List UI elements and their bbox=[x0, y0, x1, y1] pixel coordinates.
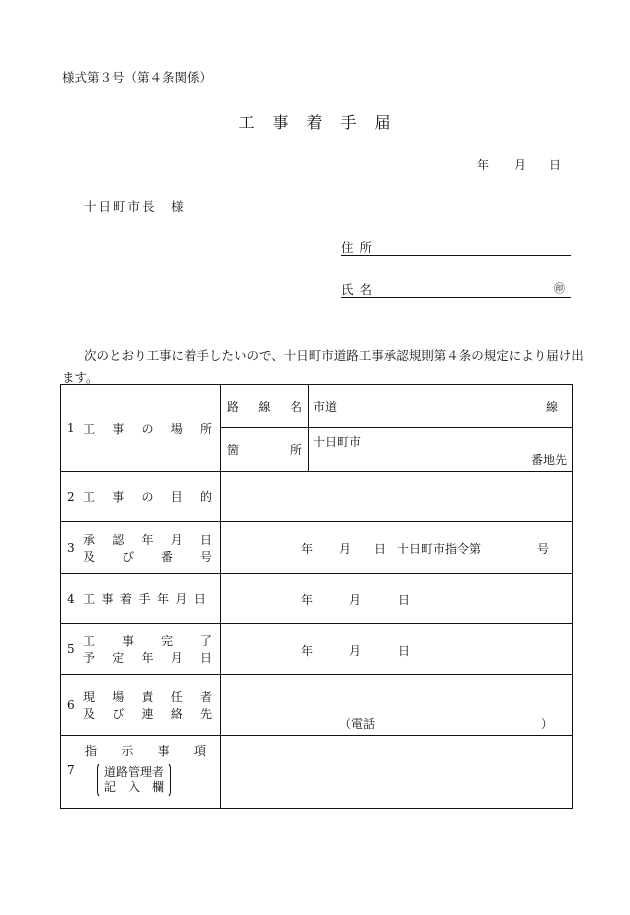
row5-label-char: 日 bbox=[199, 651, 212, 665]
addressee: 十日町市長 様 bbox=[84, 199, 186, 214]
purpose-value-cell[interactable] bbox=[221, 472, 573, 522]
address-label: 住所 bbox=[341, 239, 379, 255]
place-label-char: 所 bbox=[289, 443, 302, 457]
document-title: 工 事 着 手 届 bbox=[238, 113, 392, 132]
table-row bbox=[61, 522, 573, 574]
row7-label-cell bbox=[61, 736, 221, 809]
row4-number: 4 bbox=[67, 591, 75, 606]
row1-label-char: 工 bbox=[83, 421, 96, 436]
table-row bbox=[61, 736, 573, 809]
row1-label-char: 事 bbox=[112, 421, 125, 436]
place-label-char: 箇 bbox=[227, 443, 240, 457]
form-number: 様式第３号（第４条関係） bbox=[62, 70, 213, 85]
date-month: 月 bbox=[514, 158, 527, 172]
row5-label-char: 定 bbox=[112, 651, 125, 665]
phone-open: （電話 bbox=[339, 717, 376, 731]
approval-value-cell[interactable] bbox=[221, 522, 573, 574]
row5-label-char: 月 bbox=[170, 651, 183, 665]
row6-label-char: び bbox=[112, 707, 125, 721]
name-label: 氏名 bbox=[341, 281, 379, 297]
instructions-value-cell[interactable] bbox=[221, 736, 573, 809]
row5-label-char: 了 bbox=[199, 634, 212, 648]
place-suffix: 番地先 bbox=[530, 453, 567, 467]
row4-label-char: 月 bbox=[175, 592, 188, 606]
table-row bbox=[61, 675, 573, 736]
seal-mark: ㊞ bbox=[554, 282, 565, 295]
row1-label-char: 所 bbox=[199, 421, 212, 436]
row2-label-char: 事 bbox=[112, 490, 125, 504]
row2-label-char: 的 bbox=[199, 490, 212, 504]
row2-label-char: 工 bbox=[83, 490, 96, 504]
table-row bbox=[61, 385, 573, 428]
address-line[interactable] bbox=[341, 238, 571, 256]
row6-label-char: 者 bbox=[199, 690, 212, 704]
row7-label-char: 指 bbox=[85, 744, 98, 758]
road-admin-note-line1: 道路管理者 bbox=[104, 765, 165, 779]
row4-label-char: 年 bbox=[156, 592, 169, 606]
row2-label-cell bbox=[61, 472, 221, 522]
road-admin-bracket bbox=[97, 762, 171, 798]
row4-label-char: 着 bbox=[119, 592, 132, 606]
start-month: 月 bbox=[349, 593, 362, 607]
row6-label-cell bbox=[61, 675, 221, 736]
row5-label-char: 工 bbox=[83, 634, 96, 648]
road-admin-note-line2: 記 入 欄 bbox=[104, 780, 165, 794]
row2-label-char: の bbox=[141, 490, 154, 504]
approval-month: 月 bbox=[339, 542, 352, 556]
row5-label-char: 予 bbox=[83, 651, 96, 665]
row3-label-char: 月 bbox=[170, 532, 183, 547]
start-year: 年 bbox=[301, 593, 314, 607]
row6-label-char: 責 bbox=[141, 690, 154, 704]
name-line[interactable] bbox=[341, 280, 571, 298]
route-label-char: 路 bbox=[227, 399, 240, 414]
row3-label-char: 日 bbox=[199, 532, 212, 547]
row3-label-char: 及 bbox=[83, 549, 96, 564]
start-day: 日 bbox=[398, 593, 411, 607]
body-text-line1: 次のとおり工事に着手したいので、十日町市道路工事承認規則第４条の規定により届け出 bbox=[84, 348, 584, 363]
row6-number: 6 bbox=[67, 698, 75, 712]
row2-number: 2 bbox=[67, 489, 75, 504]
phone-close: ） bbox=[541, 717, 554, 731]
route-suffix: 線 bbox=[545, 399, 558, 414]
row3-label-char: 号 bbox=[199, 549, 212, 564]
completion-month: 月 bbox=[349, 644, 362, 658]
row4-label-cell bbox=[61, 574, 221, 624]
row3-label-char: 承 bbox=[83, 532, 96, 547]
route-value-cell[interactable] bbox=[309, 385, 573, 428]
row6-label-char: 連 bbox=[141, 707, 154, 721]
completion-year: 年 bbox=[301, 644, 314, 658]
approval-day: 日 bbox=[374, 542, 387, 556]
row7-label-char: 項 bbox=[193, 744, 206, 758]
row4-label-char: 日 bbox=[193, 592, 206, 606]
row1-label-cell bbox=[61, 385, 221, 472]
row6-label-char: 及 bbox=[83, 707, 96, 721]
table-row bbox=[61, 574, 573, 624]
row3-label-char: 認 bbox=[112, 532, 125, 547]
row7-number: 7 bbox=[67, 763, 75, 777]
row7-label-char: 事 bbox=[157, 744, 170, 758]
place-label-cell bbox=[221, 428, 309, 472]
date-year: 年 bbox=[477, 158, 490, 172]
place-value-cell[interactable] bbox=[309, 428, 573, 472]
row6-label-char: 先 bbox=[199, 707, 212, 721]
row5-label-char: 事 bbox=[121, 634, 134, 648]
body-text-line2: ます。 bbox=[62, 370, 99, 385]
place-prefix: 十日町市 bbox=[313, 435, 362, 449]
row6-label-char: 現 bbox=[83, 690, 96, 704]
row3-number: 3 bbox=[67, 540, 75, 555]
row3-label-char: 番 bbox=[160, 549, 173, 564]
completion-day: 日 bbox=[398, 644, 411, 658]
row5-label-char: 完 bbox=[160, 634, 173, 648]
row4-label-char: 工 bbox=[83, 592, 96, 606]
order-prefix: 十日町市指令第 bbox=[397, 542, 482, 556]
row1-label-char: の bbox=[141, 421, 154, 436]
row5-number: 5 bbox=[67, 642, 75, 656]
completion-date-value-cell[interactable] bbox=[221, 624, 573, 675]
row5-label-char: 年 bbox=[141, 651, 154, 665]
row6-label-char: 絡 bbox=[170, 707, 183, 721]
route-label-char: 名 bbox=[289, 399, 302, 414]
row3-label-cell bbox=[61, 522, 221, 574]
row6-label-char: 任 bbox=[170, 690, 183, 704]
row4-label-char: 事 bbox=[101, 592, 114, 606]
order-suffix: 号 bbox=[537, 542, 550, 556]
row3-label-char: び bbox=[121, 549, 134, 564]
row1-number: 1 bbox=[67, 421, 75, 435]
route-prefix: 市道 bbox=[313, 399, 338, 414]
row7-label-char: 示 bbox=[121, 744, 134, 758]
start-date-value-cell[interactable] bbox=[221, 574, 573, 624]
row5-label-cell bbox=[61, 624, 221, 675]
row1-label-char: 場 bbox=[170, 421, 183, 436]
row6-label-char: 場 bbox=[112, 690, 125, 704]
route-label-cell bbox=[221, 385, 309, 428]
approval-year: 年 bbox=[301, 542, 314, 556]
table-row bbox=[61, 472, 573, 522]
table-row bbox=[61, 624, 573, 675]
date-day: 日 bbox=[549, 158, 562, 172]
row4-label-char: 手 bbox=[138, 592, 151, 606]
application-table bbox=[60, 384, 573, 809]
contact-value-cell[interactable] bbox=[221, 675, 573, 736]
route-label-char: 線 bbox=[258, 399, 271, 414]
row2-label-char: 目 bbox=[170, 490, 183, 504]
row3-label-char: 年 bbox=[141, 532, 154, 547]
